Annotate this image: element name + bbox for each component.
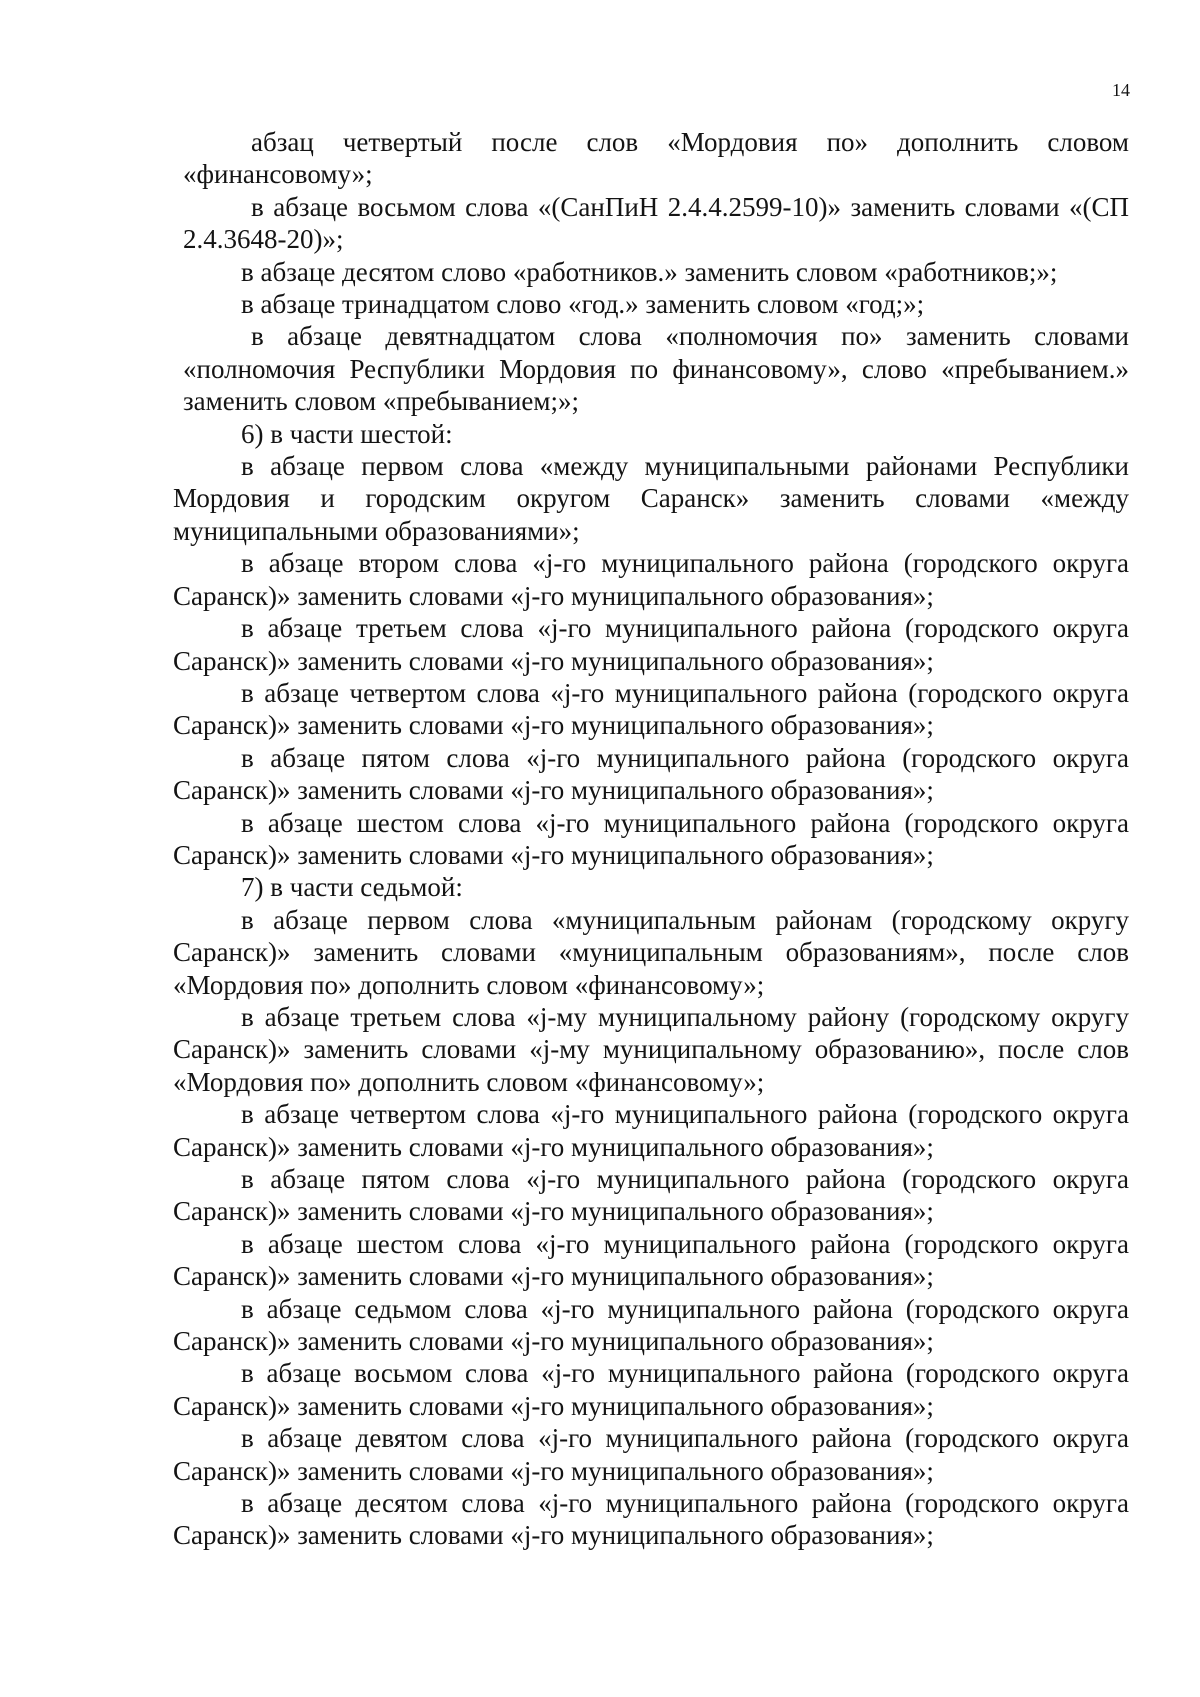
paragraph: 6) в части шестой: xyxy=(241,418,453,449)
paragraph: в абзаце пятом слова «j-го муниципального района (городского округа Саранск)» заменить словами «j-го муниципального образования»; xyxy=(173,742,1129,806)
paragraph: в абзаце пятом слова «j-го муниципального района (городского округа Саранск)» заменить словами «j-го муниципального образования»; xyxy=(173,1164,1129,1227)
paragraph: в абзаце десятом слово «работников.» заменить словом «работников;»; xyxy=(241,256,1058,287)
paragraph: в абзаце тринадцатом слово «год.» заменить словом «год;»; xyxy=(241,289,925,320)
paragraph: 7) в части седьмой: xyxy=(241,872,463,903)
paragraph: в абзаце третьем слова «j-го муниципального района (городского округа Саранск)» заменить словами «j-го муниципального образования»; xyxy=(173,613,1129,676)
paragraph: в абзаце шестом слова «j-го муниципального района (городского округа Саранск)» заменить словами «j-го муниципального образования»; xyxy=(173,1228,1129,1292)
document-body xyxy=(173,126,1129,1552)
paragraph: в абзаце третьем слова «j-му муниципальному району (городскому округу Саранск)» заменить словами «j-му муниципальному образованию», после слов «Мордовия по» дополнить словом «финансовому»; xyxy=(173,1001,1129,1097)
page-number: 14 xyxy=(1112,80,1130,100)
paragraph: в абзаце первом слова «между муниципальными районами Республики Мордовия и городским округом Саранск» заменить словами «между муниципальными образованиями»; xyxy=(173,451,1129,546)
paragraph: в абзаце седьмом слова «j-го муниципального района (городского округа Саранск)» заменить словами «j-го муниципального образования»; xyxy=(173,1293,1129,1357)
paragraph: в абзаце четвертом слова «j-го муниципального района (городского округа Саранск)» заменить словами «j-го муниципального образования»; xyxy=(173,1099,1129,1162)
paragraph: в абзаце десятом слова «j-го муниципального района (городского округа Саранск)» заменить словами «j-го муниципального образования»; xyxy=(173,1488,1129,1551)
paragraph: в абзаце девятнадцатом слова «полномочия по» заменить словами «полномочия Республики Мордовия по финансовому», слово «пребыванием.» заменить словом «пребыванием;»; xyxy=(183,321,1129,417)
paragraph: в абзаце шестом слова «j-го муниципального района (городского округа Саранск)» заменить словами «j-го муниципального образования»; xyxy=(173,807,1129,870)
paragraph: в абзаце восьмом слова «(СанПиН 2.4.4.2599-10)» заменить словами «(СП 2.4.3648-20)»; xyxy=(183,191,1129,255)
paragraph: в абзаце восьмом слова «j-го муниципального района (городского округа Саранск)» заменить словами «j-го муниципального образования»; xyxy=(173,1358,1129,1421)
paragraph: абзац четвертый после слов «Мордовия по» дополнить словом «финансовому»; xyxy=(183,127,1129,190)
paragraph: в абзаце четвертом слова «j-го муниципального района (городского округа Саранск)» заменить словами «j-го муниципального образования»; xyxy=(173,677,1129,741)
paragraph: в абзаце втором слова «j-го муниципального района (городского округа Саранск)» заменить словами «j-го муниципального образования»; xyxy=(173,548,1129,611)
paragraph: в абзаце первом слова «муниципальным районам (городскому округу Саранск)» заменить словами «муниципальным образованиям», после слов «Мордовия по» дополнить словом «финансовому»; xyxy=(173,904,1129,1000)
paragraph: в абзаце девятом слова «j-го муниципального района (городского округа Саранск)» заменить словами «j-го муниципального образования»; xyxy=(173,1423,1129,1486)
